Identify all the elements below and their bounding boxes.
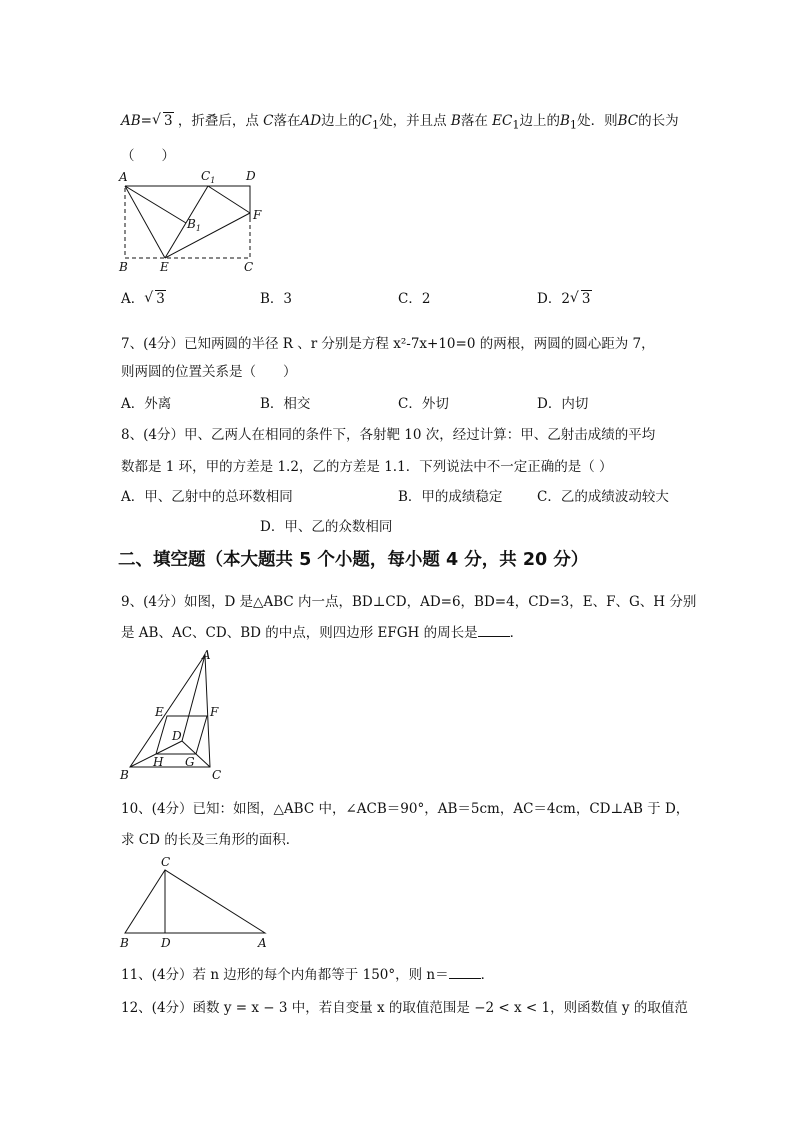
q6-line-EF: [165, 213, 250, 258]
q8-option-c: C．乙的成绩波动较大: [537, 489, 669, 505]
q10-line2: 求 CD 的长及三角形的面积．: [121, 832, 300, 848]
q11-answer-blank: [449, 978, 481, 979]
q9-label-A: A: [202, 648, 211, 662]
q6-line-AB1: [125, 186, 186, 223]
q6-label-D: D: [246, 169, 256, 183]
q6-line1: AB=√ 3 ，折叠后，点 C落在AD边上的$C_1$处，并且点 B落在 $EC_1$边上的$B_1$处．则BC的长为: [121, 109, 679, 132]
q10-label-C: C: [161, 855, 171, 869]
sqrt-3-radical: √ 3: [570, 291, 592, 307]
q10-label-A: A: [258, 936, 267, 950]
q10-triangle-ABC: [125, 870, 265, 933]
q6-option-d: D．2√ 3: [537, 287, 592, 307]
q9-answer-blank: [478, 636, 510, 637]
q10-label-B: B: [120, 936, 129, 950]
q7-option-d: D．内切: [537, 396, 589, 412]
q9-label-F: F: [210, 705, 219, 719]
q8-option-b: B．甲的成绩稳定: [398, 489, 503, 505]
q10-line1: 10、(4分）已知：如图，△ABC 中，∠ACB＝90°，AB＝5cm，AC＝4cm，CD⊥AB 于 D，: [121, 801, 690, 817]
q11-line1: 11、(4分）若 n 边形的每个内角都等于 150°，则 n＝ ．: [121, 967, 495, 983]
q9-label-G: G: [185, 755, 195, 769]
q6-label-C: C: [244, 260, 254, 274]
q9-line2: 是 AB、AC、CD、BD 的中点，则四边形 EFGH 的周长是 ．: [121, 625, 524, 641]
q8-line1: 8、(4分）甲、乙两人在相同的条件下，各射靶 10 次，经过计算：甲、乙射击成绩的平均: [121, 427, 656, 443]
q7-line1: 7、(4分）已知两圆的半径 R 、r 分别是方程 x²-7x+10=0 的两根，两圆的圆心距为 7，: [121, 336, 655, 352]
q6-option-a: A．√ 3: [121, 287, 166, 307]
q10-right-triangle-figure: [115, 852, 275, 950]
q9-label-C: C: [212, 768, 222, 782]
q6-rect-top-edge: [125, 186, 250, 218]
q9-label-D: D: [172, 729, 182, 743]
q8-option-a: A．甲、乙射中的总环数相同: [121, 489, 293, 505]
q6-option-c: C．2: [398, 291, 431, 307]
q6-label-F: F: [253, 208, 262, 222]
sqrt-3-radical: √ 3: [152, 113, 174, 129]
q9-triangle-figure: [115, 645, 230, 783]
q6-label-C1: $C_1$: [201, 169, 216, 185]
q6-line-C1F: [208, 186, 250, 213]
q8-line2: 数都是 1 环，甲的方差是 1.2，乙的方差是 1.1．下列说法中不一定正确的是（ ）: [121, 459, 613, 475]
q6-label-B: B: [119, 260, 128, 274]
q9-label-H: H: [153, 755, 164, 769]
q7-option-b: B．相交: [260, 396, 311, 412]
q6-label-A: A: [119, 170, 128, 184]
q8-option-d: D．甲、乙的众数相同: [260, 519, 393, 535]
q7-option-c: C．外切: [398, 396, 449, 412]
q9-label-B: B: [120, 768, 129, 782]
q7-line2: 则两圆的位置关系是（ ）: [121, 364, 297, 380]
section-heading-fill-in-blank: 二、填空题（本大题共 5 个小题，每小题 4 分，共 20 分）: [118, 550, 589, 570]
q6-answer-paren: （ ）: [121, 148, 175, 164]
q9-label-E: E: [155, 705, 164, 719]
q9-triangle-ABC: [130, 655, 210, 767]
q6-ab-prefix: AB=: [121, 113, 152, 129]
q6-option-b: B．3: [260, 291, 293, 307]
q12-line1: 12、(4分）函数 y = x − 3 中，若自变量 x 的取值范围是 −2 < x < 1，则函数值 y 的取值范: [121, 1000, 688, 1016]
q6-line-AE: [125, 186, 165, 258]
q6-rectangle-fold-figure: [115, 168, 275, 276]
q9-line-AD: [182, 655, 205, 741]
q9-line1: 9、(4分）如图，D 是△ABC 内一点，BD⊥CD，AD=6，BD=4，CD=3，E、F、G、H 分别: [121, 594, 697, 610]
sqrt-3-radical: √ 3: [144, 291, 166, 307]
q6-label-B1: $B_1$: [187, 217, 201, 233]
q10-label-D: D: [161, 936, 171, 950]
q7-option-a: A．外离: [121, 396, 172, 412]
q6-label-E: E: [160, 260, 169, 274]
